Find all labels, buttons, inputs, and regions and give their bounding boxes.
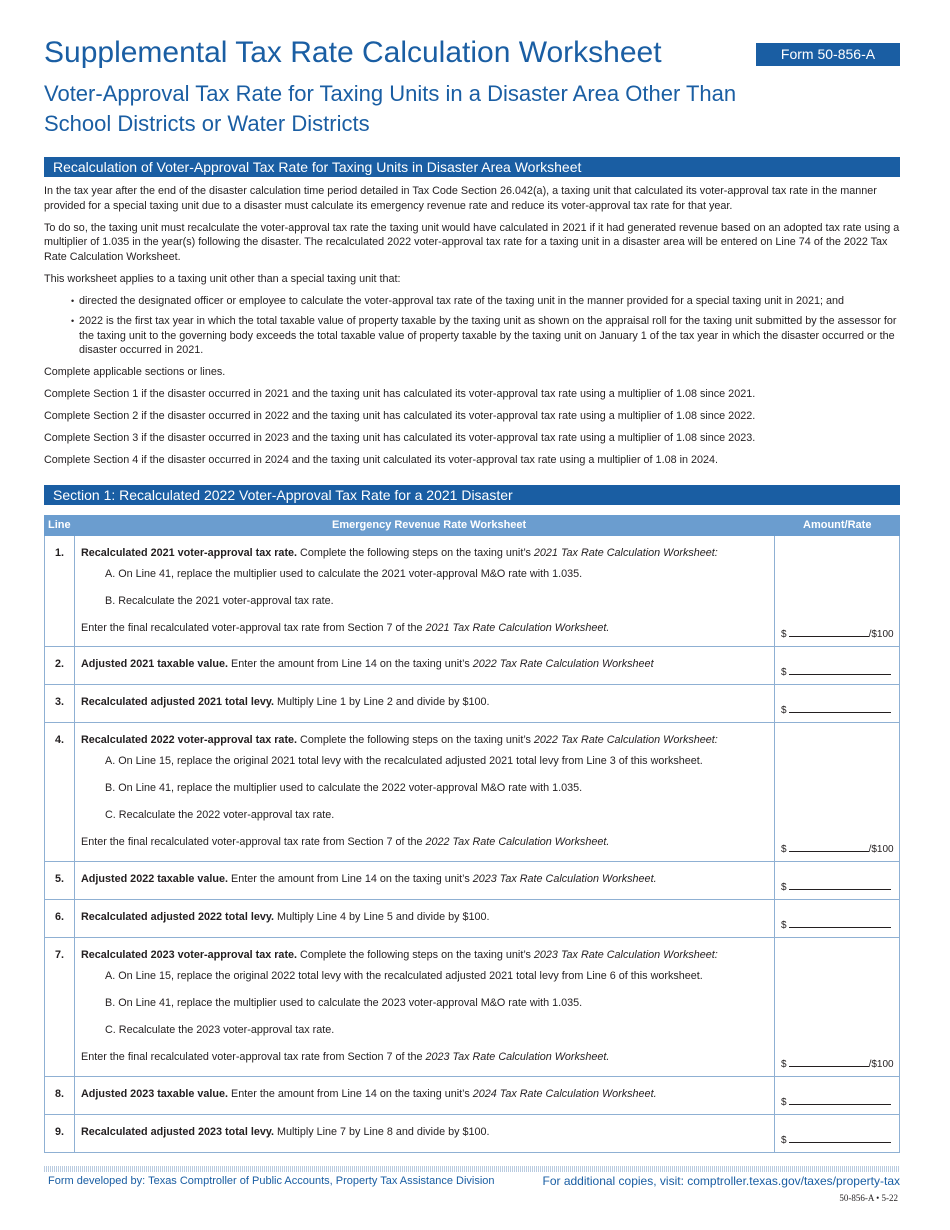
worksheet-reference: 2021 Tax Rate Calculation Worksheet: xyxy=(533,547,718,559)
line-number: 4. xyxy=(54,734,64,746)
section-1-header: Section 1: Recalculated 2022 Voter-Approval Tax Rate for a 2021 Disaster xyxy=(44,485,900,505)
line-description xyxy=(74,938,774,1076)
final-instruction-text: Enter the final recalculated voter-approval tax rate from Section 7 of the xyxy=(81,836,426,848)
line-title: Recalculated 2021 voter-approval tax rate. xyxy=(81,547,298,559)
amount-cell[interactable] xyxy=(774,900,899,937)
line-description xyxy=(74,685,774,722)
footer-copies-link[interactable]: For additional copies, visit: comptroller.texas.gov/taxes/property-tax xyxy=(542,1174,900,1188)
line-instruction: Multiply Line 7 by Line 8 and divide by $100. xyxy=(274,1126,490,1138)
line-number: 6. xyxy=(54,911,64,923)
line-heading xyxy=(81,911,490,923)
amount-cell[interactable] xyxy=(774,1077,899,1114)
final-instruction-text: Enter the final recalculated voter-approval tax rate from Section 7 of the xyxy=(81,622,426,634)
table-row xyxy=(44,723,900,862)
amount-cell[interactable] xyxy=(774,647,899,684)
entry-underline xyxy=(789,842,869,852)
entry-underline xyxy=(789,1057,869,1067)
line-heading xyxy=(81,547,718,559)
line-description xyxy=(74,647,774,684)
line-instruction: Enter the amount from Line 14 on the taxing unit’s xyxy=(228,658,473,670)
table-row xyxy=(44,685,900,723)
line-title: Adjusted 2023 taxable value. xyxy=(81,1088,229,1100)
entry-underline xyxy=(789,918,891,928)
line-number: 1. xyxy=(54,547,64,559)
amount-entry-field[interactable] xyxy=(781,918,891,931)
line-instruction: Multiply Line 4 by Line 5 and divide by $100. xyxy=(274,911,490,923)
table-row xyxy=(44,1077,900,1115)
line-number: 5. xyxy=(54,873,64,885)
line-heading xyxy=(81,873,657,885)
entry-underline xyxy=(789,1095,891,1105)
amount-cell[interactable] xyxy=(774,723,899,861)
col-header-line: Line xyxy=(48,519,71,531)
final-instruction-text: Enter the final recalculated voter-approval tax rate from Section 7 of the xyxy=(81,1051,426,1063)
line-title: Adjusted 2022 taxable value. xyxy=(81,873,229,885)
table-row xyxy=(44,900,900,938)
table-header xyxy=(44,515,900,536)
final-instruction xyxy=(81,1051,609,1063)
line-instruction: Enter the amount from Line 14 on the taxing unit’s xyxy=(228,1088,473,1100)
line-title: Recalculated adjusted 2022 total levy. xyxy=(81,911,275,923)
line-description xyxy=(74,536,774,646)
line-instruction: Complete the following steps on the taxing unit’s xyxy=(297,547,534,559)
table-row xyxy=(44,647,900,685)
worksheet-reference: 2023 Tax Rate Calculation Worksheet: xyxy=(533,949,718,961)
amount-entry-field[interactable] xyxy=(781,627,894,640)
line-number: 8. xyxy=(54,1088,64,1100)
final-worksheet-reference: 2022 Tax Rate Calculation Worksheet. xyxy=(425,836,610,848)
worksheet-reference: 2022 Tax Rate Calculation Worksheet xyxy=(472,658,654,670)
entry-underline xyxy=(789,665,891,675)
intro-section-header: Recalculation of Voter-Approval Tax Rate for Taxing Units in Disaster Area Worksheet xyxy=(44,157,900,177)
line-instruction: Enter the amount from Line 14 on the taxing unit’s xyxy=(228,873,473,885)
amount-entry-field[interactable] xyxy=(781,1095,891,1108)
calculation-step: B. Recalculate the 2021 voter-approval tax rate. xyxy=(105,595,334,607)
amount-entry-field[interactable] xyxy=(781,842,894,855)
intro-paragraph: Complete applicable sections or lines. xyxy=(44,365,226,378)
criteria-item: • directed the designated officer or employee to calculate the voter-approval tax rate of the taxing unit in the manner provided for a special taxing unit in 2021; and xyxy=(44,294,908,309)
amount-entry-field[interactable] xyxy=(781,703,891,716)
criteria-item: • 2022 is the first tax year in which the total taxable value of property taxable by the taxing unit as shown on the appraisal roll for the taxing unit submitted by the assessor for the taxing unit to the governing body exceeds the total taxable value of property taxable by the taxing unit on January 1 of the tax year in which the disaster occurred or the disaster occurred in 2021. xyxy=(44,314,908,358)
intro-paragraph: In the tax year after the end of the disaster calculation time period detailed in Tax Code Section 26.042(a), a taxing unit that calculated its voter-approval tax rate in the manner provided for a special taxing unit due to a disaster must calculate its emergency revenue rate and reduce its voter-approval tax rate for that year. xyxy=(44,185,877,212)
final-worksheet-reference: 2023 Tax Rate Calculation Worksheet. xyxy=(425,1051,610,1063)
per-100-unit: /$100 xyxy=(868,1059,894,1070)
final-instruction xyxy=(81,836,609,848)
amount-entry-field[interactable] xyxy=(781,665,891,678)
line-heading xyxy=(81,696,490,708)
line-description xyxy=(74,862,774,899)
worksheet-reference: 2022 Tax Rate Calculation Worksheet: xyxy=(533,734,718,746)
amount-entry-field[interactable] xyxy=(781,1057,894,1070)
entry-underline xyxy=(789,703,891,713)
form-number-badge: Form 50-856-A xyxy=(756,43,900,66)
line-title: Recalculated adjusted 2021 total levy. xyxy=(81,696,275,708)
line-heading xyxy=(81,734,718,746)
entry-underline xyxy=(789,880,891,890)
dollar-sign: $ xyxy=(781,844,787,855)
amount-cell[interactable] xyxy=(774,685,899,722)
amount-entry-field[interactable] xyxy=(781,880,891,893)
calculation-step: C. Recalculate the 2022 voter-approval tax rate. xyxy=(105,809,335,821)
calculation-step: A. On Line 15, replace the original 2022 total levy with the recalculated adjusted 2021 total levy from Line 6 of this worksheet. xyxy=(105,970,703,982)
line-instruction: Complete the following steps on the taxing unit’s xyxy=(297,949,534,961)
dollar-sign: $ xyxy=(781,1097,787,1108)
dollar-sign: $ xyxy=(781,920,787,931)
line-heading xyxy=(81,949,718,961)
line-number: 7. xyxy=(54,949,64,961)
line-number: 3. xyxy=(54,696,64,708)
dollar-sign: $ xyxy=(781,882,787,893)
intro-paragraph: Complete Section 4 if the disaster occurred in 2024 and the taxing unit calculated its voter-approval tax rate using a multiplier of 1.08 in 2024. xyxy=(44,453,718,466)
table-row xyxy=(44,1115,900,1153)
col-header-amount: Amount/Rate xyxy=(803,519,872,531)
calculation-step: B. On Line 41, replace the multiplier used to calculate the 2023 voter-approval M&O rate with 1.035. xyxy=(105,997,583,1009)
dollar-sign: $ xyxy=(781,629,787,640)
calculation-step: A. On Line 41, replace the multiplier used to calculate the 2021 voter-approval M&O rate with 1.035. xyxy=(105,568,583,580)
amount-cell[interactable] xyxy=(774,938,899,1076)
intro-paragraph: Complete Section 2 if the disaster occurred in 2022 and the taxing unit has calculated its voter-approval tax rate using a multiplier of 1.08 since 2022. xyxy=(44,409,756,422)
footer-divider xyxy=(44,1166,900,1172)
entry-underline xyxy=(789,627,869,637)
intro-text xyxy=(44,184,908,475)
intro-paragraph: Complete Section 1 if the disaster occurred in 2021 and the taxing unit has calculated its voter-approval tax rate using a multiplier of 1.08 since 2021. xyxy=(44,387,756,400)
final-worksheet-reference: 2021 Tax Rate Calculation Worksheet. xyxy=(425,622,610,634)
amount-cell[interactable] xyxy=(774,862,899,899)
line-title: Recalculated 2023 voter-approval tax rate. xyxy=(81,949,298,961)
line-title: Adjusted 2021 taxable value. xyxy=(81,658,229,670)
dollar-sign: $ xyxy=(781,667,787,678)
amount-entry-field[interactable] xyxy=(781,1133,891,1146)
per-100-unit: /$100 xyxy=(868,629,894,640)
table-body xyxy=(44,536,900,1153)
dollar-sign: $ xyxy=(781,705,787,716)
dollar-sign: $ xyxy=(781,1059,787,1070)
calculation-step: C. Recalculate the 2023 voter-approval tax rate. xyxy=(105,1024,335,1036)
amount-cell[interactable] xyxy=(774,536,899,646)
line-heading xyxy=(81,1088,657,1100)
line-description xyxy=(74,723,774,861)
line-description xyxy=(74,900,774,937)
line-heading xyxy=(81,658,654,670)
page-subtitle: Voter-Approval Tax Rate for Taxing Units in a Disaster Area Other Than School Districts or Water Districts xyxy=(44,81,737,136)
intro-paragraph: Complete Section 3 if the disaster occurred in 2023 and the taxing unit has calculated its voter-approval tax rate using a multiplier of 1.08 since 2023. xyxy=(44,431,756,444)
per-100-unit: /$100 xyxy=(868,844,894,855)
line-description xyxy=(74,1115,774,1152)
dollar-sign: $ xyxy=(781,1135,787,1146)
line-heading xyxy=(81,1126,490,1138)
worksheet-reference: 2023 Tax Rate Calculation Worksheet. xyxy=(472,873,657,885)
line-description xyxy=(74,1077,774,1114)
table-row xyxy=(44,536,900,647)
col-header-worksheet: Emergency Revenue Rate Worksheet xyxy=(332,519,527,531)
footer-form-code: 50-856-A • 5-22 xyxy=(839,1193,898,1203)
page-title: Supplemental Tax Rate Calculation Worksheet xyxy=(44,36,662,69)
worksheet-table xyxy=(44,515,900,1153)
line-title: Recalculated adjusted 2023 total levy. xyxy=(81,1126,275,1138)
final-instruction xyxy=(81,622,609,634)
table-row xyxy=(44,862,900,900)
calculation-step: B. On Line 41, replace the multiplier used to calculate the 2022 voter-approval M&O rate with 1.035. xyxy=(105,782,583,794)
amount-cell[interactable] xyxy=(774,1115,899,1152)
calculation-step: A. On Line 15, replace the original 2021 total levy with the recalculated adjusted 2021 total levy from Line 3 of this worksheet. xyxy=(105,755,703,767)
intro-paragraph: To do so, the taxing unit must recalculate the voter-approval tax rate the taxing unit would have calculated in 2021 if it had generated revenue based on an adopted tax rate using a multiplier of 1.035 in the year(s) following the disaster. The recalculated 2022 voter-approval tax rate for a taxing unit in a disaster area will be entered on Line 74 of the 2022 Tax Rate Calculation Worksheet. xyxy=(44,221,900,263)
entry-underline xyxy=(789,1133,891,1143)
table-row xyxy=(44,938,900,1077)
line-number: 9. xyxy=(54,1126,64,1138)
footer-developed-by: Form developed by: Texas Comptroller of Public Accounts, Property Tax Assistance Division xyxy=(48,1175,495,1187)
worksheet-reference: 2024 Tax Rate Calculation Worksheet. xyxy=(472,1088,657,1100)
criteria-list xyxy=(44,294,908,358)
line-number: 2. xyxy=(54,658,64,670)
line-instruction: Multiply Line 1 by Line 2 and divide by $100. xyxy=(274,696,490,708)
intro-paragraph: This worksheet applies to a taxing unit other than a special taxing unit that: xyxy=(44,272,401,285)
line-title: Recalculated 2022 voter-approval tax rate. xyxy=(81,734,298,746)
line-instruction: Complete the following steps on the taxing unit’s xyxy=(297,734,534,746)
